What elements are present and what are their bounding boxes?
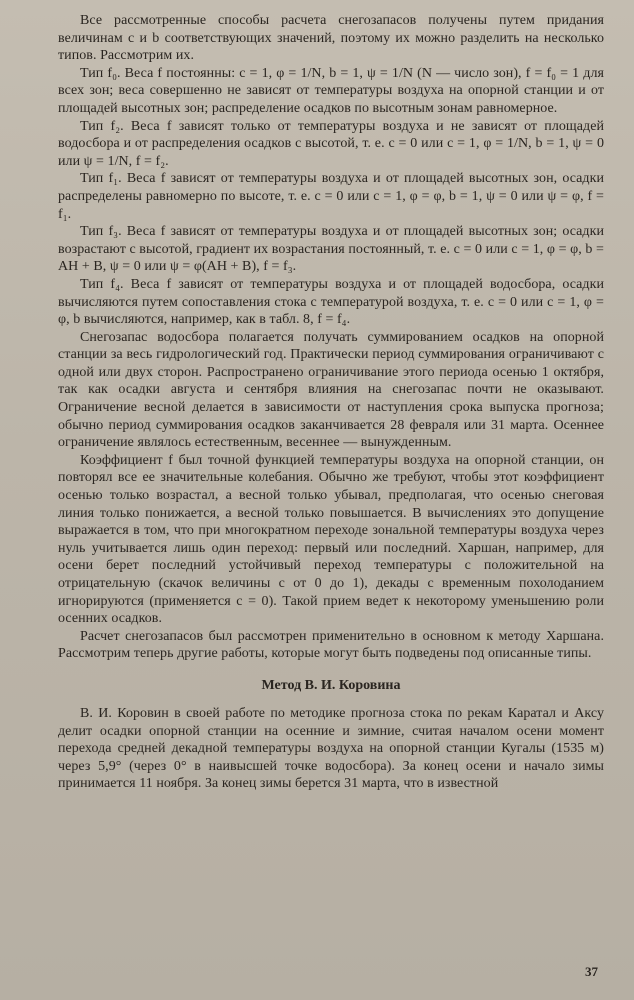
paragraph-snow-storage: Снегозапас водосбора полагается получать суммированием осадков на опорной станции за весь гидрологический год. Практически период суммирования ограничивают с одной или двух сторон. Распространено ограничивание этого периода осенью 1 октября, так как осадки августа и сентября влияния на снегозапас почти не оказывают. Ограничение весной делается в зависимости от наступления срока выпуска прогноза; обычно период суммирования осадков заканчивается 28 февраля или 31 марта. Осеннее ограничение являлось естественным, весеннее — вынужденным. xyxy=(58,329,604,451)
paragraph-type-f2: Тип f₂. Веса f зависят только от температуры воздуха и не зависят от площадей водосбора и от распределения осадков с высотой, т. е. c = 0 или c = 1, φ = 1/N, b = 1, ψ = 0 или ψ = 1/N, f = f₂. xyxy=(58,118,604,169)
paragraph-coefficient: Коэффициент f был точной функцией температуры воздуха на опорной станции, он повторял все ее значительные колебания. Обычно же требуют, чтобы этот коэффициент осенью только возрастал, а весной только убывал, предполагая, что осенью снеговая линия только понижается, а весной только повышается. В вычислениях это допущение выражается в том, что при многократном переходе зональной температуры воздуха через нуль учитывается лишь один переход: первый или последний. Харшан, например, для осени берет последний устойчивый переход температуры с положительной на отрицательную (скачок величины c от 0 до 1), декады с временным похолоданием игнорируются (применяется c = 0). Такой прием ведет к некоторому уменьшению роли осенних осадков. xyxy=(58,452,604,627)
paragraph-type-f0: Тип f₀. Веса f постоянны: c = 1, φ = 1/N, b = 1, ψ = 1/N (N — число зон), f = f₀ = 1 для всех зон; веса совершенно не зависят от температуры воздуха на опорной станции и от площадей высотных зон; распределение осадков по высотным зонам равномерное. xyxy=(58,65,604,116)
paragraph-summary: Расчет снегозапасов был рассмотрен применительно в основном к методу Харшана. Рассмотрим теперь другие работы, которые могут быть подведены под описанные типы. xyxy=(58,628,604,662)
paragraph-korovin: В. И. Коровин в своей работе по методике прогноза стока по рекам Каратал и Аксу делит осадки опорной станции на осенние и зимние, считая началом осени момент перехода средней декадной температуры воздуха на опорной станции Кугалы (1535 м) через 5,9° (через 0° в наивысшей точке водосбора). За конец осени и начало зимы принимается 11 ноября. За конец зимы берется 31 марта, что в известной xyxy=(58,705,604,792)
paragraph-type-f3: Тип f₃. Веса f зависят от температуры воздуха и от площадей высотных зон; осадки возрастают с высотой, градиент их возрастания постоянный, т. е. c = 0 или c = 1, φ = φ, b = AH + B, ψ = 0 или ψ = φ(AH + B), f = f₃. xyxy=(58,224,604,275)
page-number: 37 xyxy=(585,964,598,979)
paragraph-type-f4: Тип f₄. Веса f зависят от температуры воздуха и от площадей водосбора, осадки вычисляются путем сопоставления стока с температурой воздуха, т. е. c = 0 или c = 1, φ = φ, b вычисляются, например, как в табл. 8, f = f₄. xyxy=(58,276,604,328)
paragraph-intro: Все рассмотренные способы расчета снегозапасов получены путем придания величинам c и b соответствующих значений, поэтому их можно разделить на несколько типов. Рассмотрим их. xyxy=(58,13,604,64)
section-heading: Метод В. И. Коровина xyxy=(261,677,401,693)
paragraph-type-f1: Тип f₁. Веса f зависят от температуры воздуха и от площадей высотных зон, осадки распределены равномерно по высоте, т. е. c = 0 или c = 1, φ = φ, b = 1, ψ = 0 или ψ = φ, f = f₁. xyxy=(58,171,604,222)
